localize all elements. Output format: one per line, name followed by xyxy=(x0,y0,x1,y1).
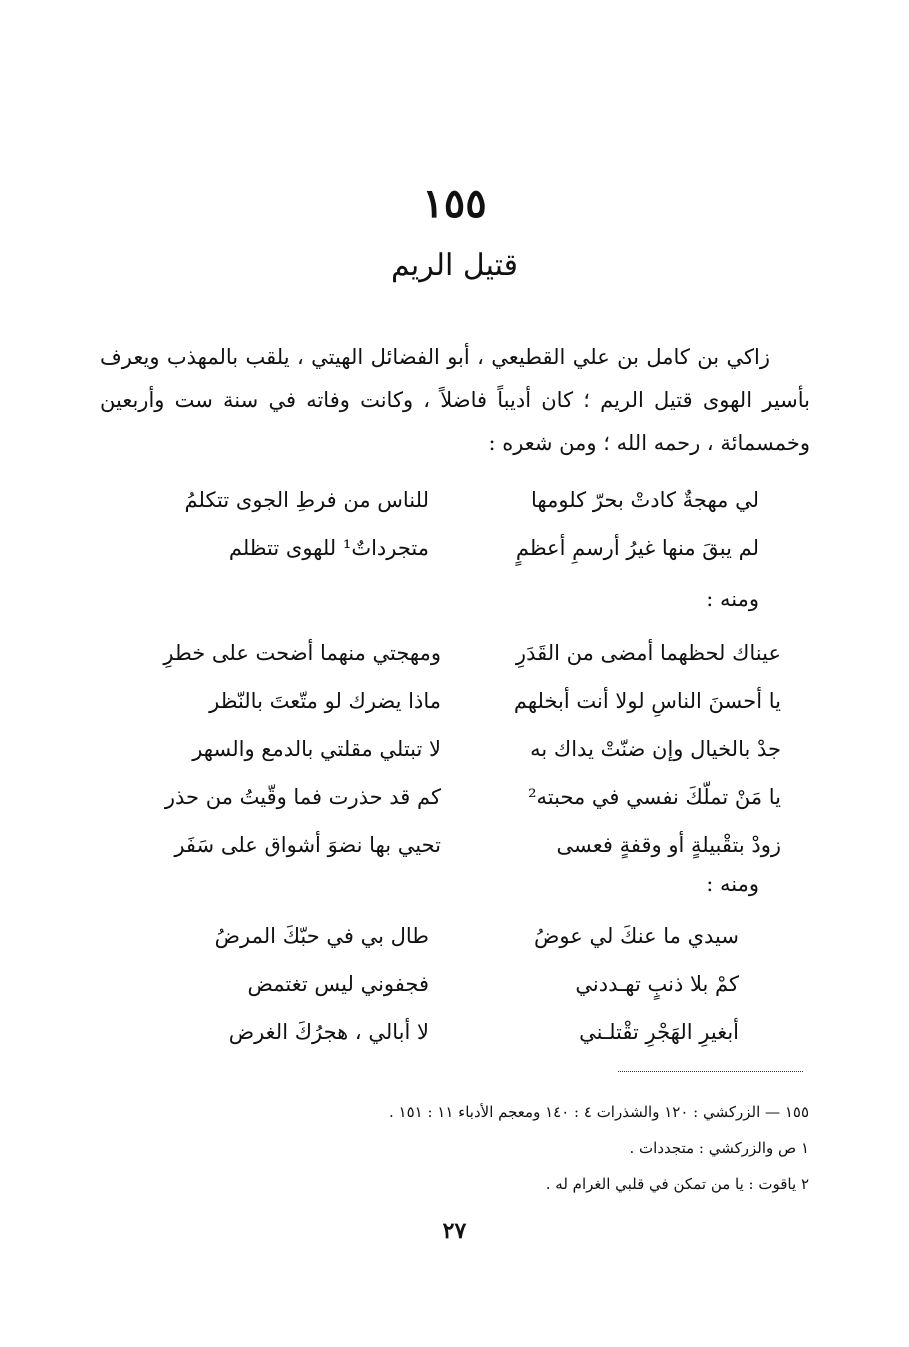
second-hemistich: ماذا يضرك لو متّعتَ بالنّظر xyxy=(209,689,441,713)
poem-3 xyxy=(179,912,739,1056)
verse-line xyxy=(131,773,781,821)
first-hemistich: يا أحسنَ الناسِ لولا أنت أبخلهم xyxy=(513,689,781,713)
intro-paragraph xyxy=(100,336,810,465)
poem-2 xyxy=(131,629,781,869)
second-hemistich: طال بي في حبّكَ المرضُ xyxy=(214,924,429,948)
verse-line xyxy=(131,725,781,773)
first-hemistich: زودْ بتقْبيلةٍ أو وقفةٍ فعسى xyxy=(556,833,781,857)
second-hemistich: للناس من فرطِ الجوى تتكلمُ xyxy=(184,488,429,512)
verse-line xyxy=(131,821,781,869)
entry-title: قتيل الريم xyxy=(390,248,519,283)
verse-line xyxy=(149,476,759,524)
second-hemistich: تحيي بها نضوَ أشواق على سَفَر xyxy=(174,833,441,857)
footnote-source: ١٥٥ — الزركشي : ١٢٠ والشذرات ٤ : ١٤٠ ومعجم الأدباء ١١ : ١٥١ . xyxy=(388,1103,809,1121)
minhu-label: ومنه : xyxy=(706,872,759,896)
entry-number: ١٥٥ xyxy=(422,180,487,227)
second-hemistich: كم قد حذرت فما وقّيتُ من حذر xyxy=(164,785,441,809)
first-hemistich: أبغيرِ الهَجْرِ تقْتلـني xyxy=(579,1020,739,1044)
verse-line xyxy=(179,1008,739,1056)
minhu-label: ومنه : xyxy=(706,587,759,611)
first-hemistich: يا مَنْ تملّكَ نفسي في محبته² xyxy=(528,785,781,809)
first-hemistich: عيناك لحظهما أمضى من القَدَرِ xyxy=(515,641,781,665)
first-hemistich: سيدي ما عنكَ لي عوضُ xyxy=(534,924,739,948)
first-hemistich: لي مهجةٌ كادتْ بحرّ كلومها xyxy=(531,488,759,512)
second-hemistich: لا تبتلي مقلتي بالدمع والسهر xyxy=(192,737,441,761)
footnotes xyxy=(109,1094,809,1202)
poem-1 xyxy=(149,476,759,572)
second-hemistich: لا أبالي ، هجرُكَ الغرض xyxy=(228,1020,429,1044)
second-hemistich: متجرداتٌ¹ للهوى تتظلم xyxy=(228,536,429,560)
footnote-divider xyxy=(618,1071,803,1072)
second-hemistich: فجفوني ليس تغتمض xyxy=(247,972,429,996)
verse-line xyxy=(149,524,759,572)
page-number: ٢٧ xyxy=(442,1218,467,1244)
footnote-2: ٢ ياقوت : يا من تمكن في قلبي الغرام له . xyxy=(545,1175,809,1193)
verse-line xyxy=(131,629,781,677)
first-hemistich: لم يبقَ منها غيرُ أرسمِ أعظمٍ xyxy=(515,536,759,560)
footnote-1: ١ ص والزركشي : متجددات . xyxy=(629,1139,809,1157)
intro-text: زاكي بن كامل بن علي القطيعي ، أبو الفضائل الهيتي ، يلقب بالمهذب ويعرف بأسير الهوى قتيل الريم ؛ كان أديباً فاضلاً ، وكانت وفاته في سنة ست وأربعين وخمسمائة ، رحمه الله ؛ ومن شعره : xyxy=(100,345,810,455)
second-hemistich: ومهجتي منهما أضحت على خطرِ xyxy=(163,641,441,665)
first-hemistich: جدْ بالخيال وإن ضنّتْ يداك به xyxy=(530,737,781,761)
first-hemistich: كمْ بلا ذنبٍ تهـددني xyxy=(575,972,739,996)
verse-line xyxy=(179,960,739,1008)
verse-line xyxy=(131,677,781,725)
verse-line xyxy=(179,912,739,960)
